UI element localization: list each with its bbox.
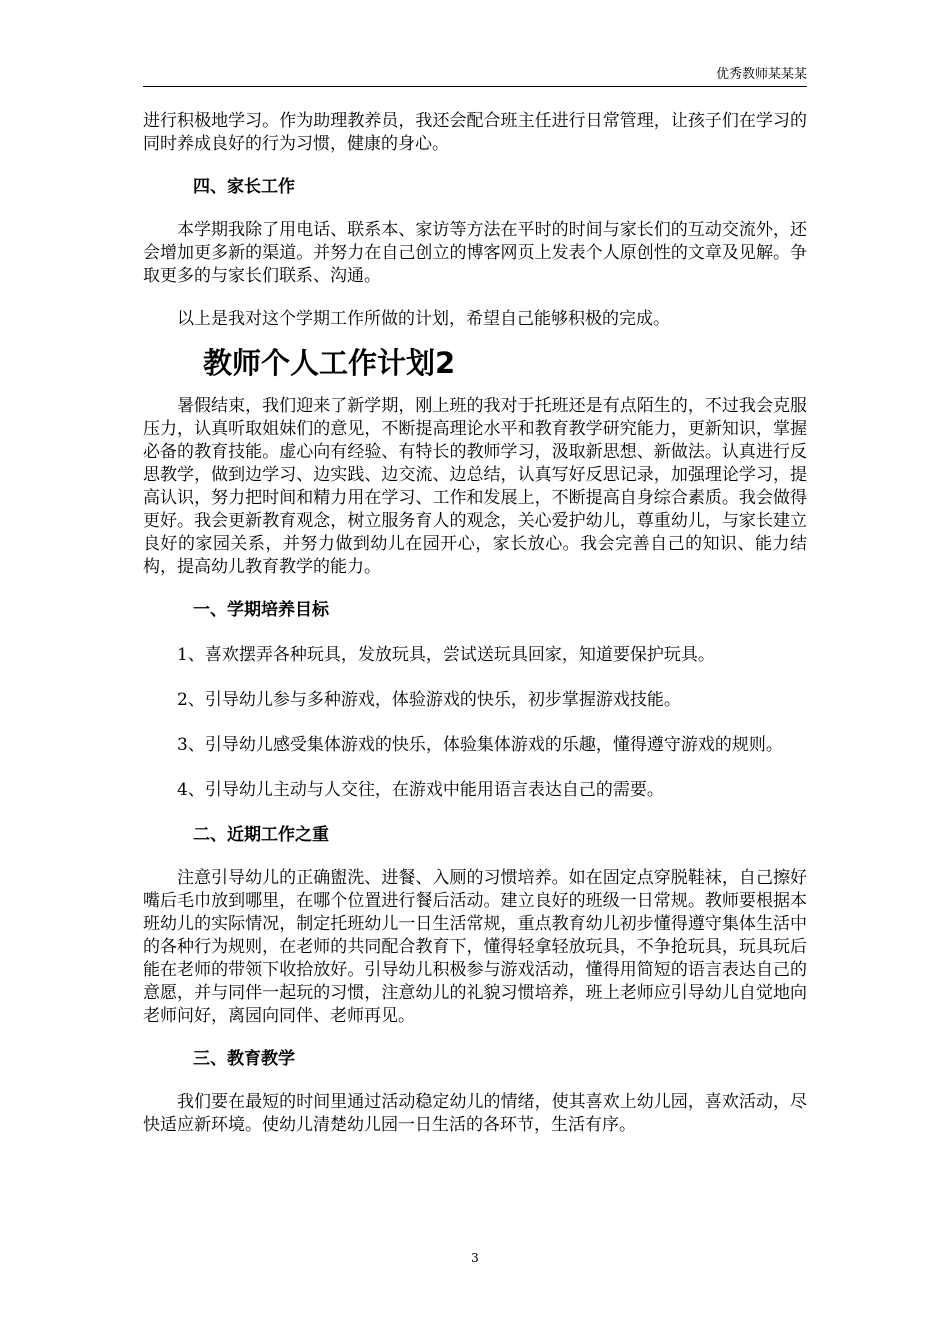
paragraph-conclusion: 以上是我对这个学期工作所做的计划，希望自己能够积极的完成。 (177, 309, 670, 329)
paragraph-intro: 暑假结束，我们迎来了新学期，刚上班的我对于托班还是有点陌生的，不过我会克服压力，认真听取姐妹们的意见，不断提高理论水平和教育教学研究能力，更新知识，掌握必备的教育技能。虚心向有经验、有特长的教师学习，汲取新思想、新做法。认真进行反思教学，做到边学习、边实践、边交流、边总结，认真写好反思记录，加强理论学习，提高认识，努力把时间和精力用在学习、工作和发展上，不断提高自身综合素质。我会做得更好。我会更新教育观念，树立服务育人的观念，关心爱护幼儿，尊重幼儿，与家长建立良好的家园关系，并努力做到幼儿在园开心，家长放心。我会完善自己的知识、能力结构，提高幼儿教育教学的能力。 (143, 396, 807, 577)
section-title: 教师个人工作计划2 (203, 346, 456, 380)
page-number: 3 (471, 1251, 479, 1265)
paragraph-teaching: 我们要在最短的时间里通过活动稳定幼儿的情绪，使其喜欢上幼儿园，喜欢活动，尽快适应新环境。使幼儿清楚幼儿园一日生活的各环节，生活有序。 (143, 1092, 807, 1135)
paragraph-parents-work: 本学期我除了用电话、联系本、家访等方法在平时的时间与家长们的互动交流外，还会增加更多新的渠道。并努力在自己创立的博客网页上发表个人原创性的文章及见解。争取更多的与家长们联系、沟通。 (143, 220, 807, 286)
paragraph-continuation: 进行积极地学习。作为助理教养员，我还会配合班主任进行日常管理，让孩子们在学习的同时养成良好的行为习惯，健康的身心。 (143, 111, 807, 154)
page-header-title: 优秀教师某某某 (715, 67, 807, 82)
goal-item-3: 3、引导幼儿感受集体游戏的快乐，体验集体游戏的乐趣，懂得遵守游戏的规则。 (177, 735, 783, 755)
header-divider (143, 86, 807, 87)
document-body (143, 110, 807, 1137)
goal-item-2: 2、引导幼儿参与多种游戏，体验游戏的快乐，初步掌握游戏技能。 (177, 690, 681, 710)
heading-recent-work: 二、近期工作之重 (193, 825, 329, 845)
goal-item-4: 4、引导幼儿主动与人交往，在游戏中能用语言表达自己的需要。 (177, 780, 664, 800)
paragraph-recent-work: 注意引导幼儿的正确盥洗、进餐、入厕的习惯培养。如在固定点穿脱鞋袜，自己擦好嘴后毛巾放到哪里，在哪个位置进行餐后活动。建立良好的班级一日常规。教师要根据本班幼儿的实际情况，制定托班幼儿一日生活常规，重点教育幼儿初步懂得遵守集体生活中的各种行为规则，在老师的共同配合教育下，懂得轻拿轻放玩具，不争抢玩具，玩具玩后能在老师的带领下收拾放好。引导幼儿积极参与游戏活动，懂得用简短的语言表达自己的意愿，并与同伴一起玩的习惯，注意幼儿的礼貌习惯培养，班上老师应引导幼儿自觉地向老师问好，离园向同伴、老师再见。 (143, 868, 807, 1026)
goal-item-1: 1、喜欢摆弄各种玩具，发放玩具，尝试送玩具回家，知道要保护玩具。 (177, 645, 715, 665)
heading-parents-work: 四、家长工作 (193, 177, 295, 197)
heading-semester-goals: 一、学期培养目标 (193, 600, 329, 620)
heading-teaching: 三、教育教学 (193, 1049, 295, 1069)
